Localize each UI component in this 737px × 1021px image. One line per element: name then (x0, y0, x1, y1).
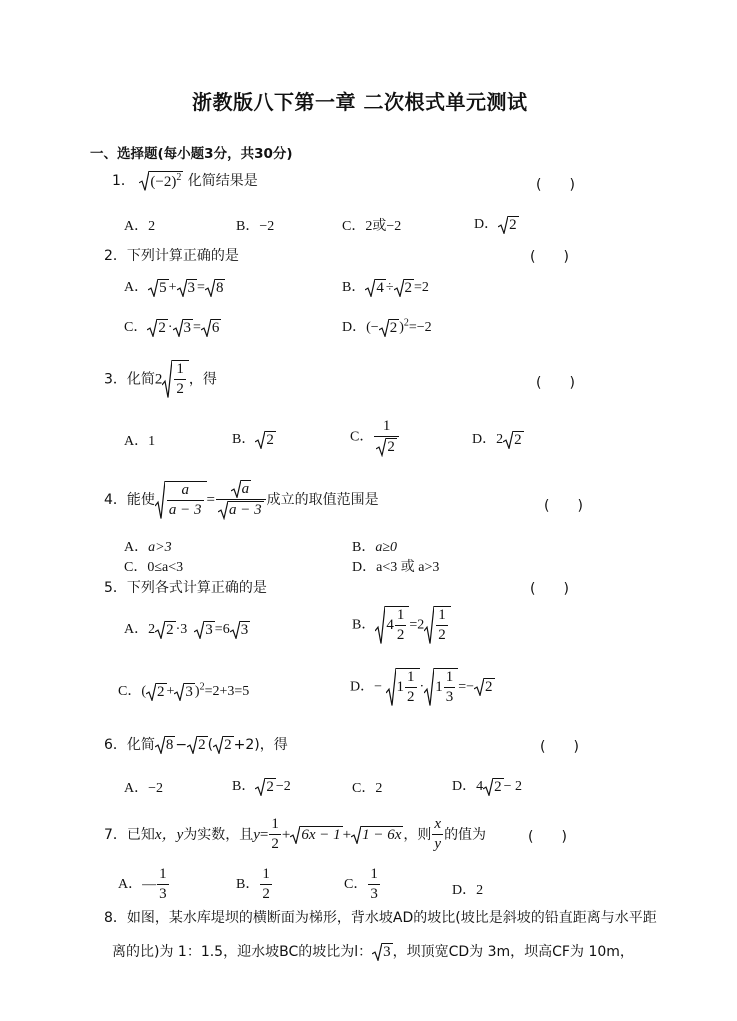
question-text: 4．能使 (104, 491, 155, 508)
option-label: C． (350, 429, 374, 445)
option-d (352, 556, 439, 576)
operator: + (166, 684, 175, 699)
coefficient: 2 (148, 622, 156, 637)
question-1 (112, 170, 258, 191)
operator: = (259, 826, 269, 843)
exponent: 2 (176, 171, 182, 183)
coefficient: 2 (154, 371, 163, 388)
option-c (124, 556, 183, 576)
option-c (118, 680, 249, 701)
option-label: B． (352, 617, 376, 633)
radicand: 2 (389, 319, 398, 336)
option-c (124, 316, 221, 337)
question-7 (104, 816, 486, 854)
answer-paren[interactable]: ( ) (536, 375, 575, 391)
radicand: 2 (494, 778, 502, 795)
option-label: D． (342, 320, 367, 335)
answer-paren[interactable]: ( ) (528, 829, 567, 845)
radicand: 3 (240, 621, 249, 638)
operator: − (175, 737, 188, 753)
radical (218, 501, 264, 519)
radical (503, 431, 524, 449)
question-2: 2．下列计算正确的是 (104, 248, 239, 264)
radical (379, 319, 400, 337)
operator: −2 (275, 779, 291, 794)
coefficient: 2 (496, 432, 504, 447)
operator: + (342, 826, 352, 843)
radical (213, 736, 234, 754)
radical (162, 360, 189, 399)
option-value: a<3 或 a>3 (376, 560, 440, 575)
radical (474, 678, 495, 696)
option-a (124, 618, 250, 639)
operator: =2 (409, 617, 425, 633)
radical (351, 826, 403, 844)
operator: − 2 (503, 779, 523, 794)
radicand: 2 (158, 319, 166, 336)
section-heading: 一、选择题(每小题3分，共30分) (90, 146, 293, 162)
radical (194, 621, 215, 639)
radicand: 5 (159, 279, 167, 296)
page-title: 浙教版八下第一章 二次根式单元测试 (192, 90, 528, 114)
option-c (350, 418, 400, 457)
option-label: D． (472, 432, 497, 447)
numerator: 1 (271, 816, 279, 832)
option-d (472, 428, 524, 449)
question-text: ，则 (403, 826, 432, 843)
question-text: ，坝顶宽CD为 3m，坝高CF为 10m， (392, 944, 634, 960)
operator: ) (194, 684, 200, 699)
radicand: 2 (509, 216, 517, 233)
operator: + (281, 826, 291, 843)
question-8-line-2 (112, 938, 634, 966)
radical (155, 621, 176, 639)
radical (424, 606, 451, 645)
radicand: 2 (157, 683, 165, 700)
numerator: 1 (382, 418, 391, 434)
variable: y (253, 826, 260, 843)
question-text: 离的比)为 1：1.5，迎水坡BC的坡比为l： (112, 944, 373, 960)
operator: = (197, 280, 205, 295)
numerator: 1 (262, 866, 270, 882)
result: =2 (414, 280, 429, 295)
question-text: ，得 (188, 371, 217, 388)
operator: — (142, 876, 157, 892)
operator: = (206, 491, 216, 508)
numerator: 1 (176, 361, 184, 377)
denominator: y (434, 836, 442, 853)
radical (424, 668, 458, 707)
option-label: B． (236, 876, 260, 892)
answer-paren[interactable]: ( ) (530, 249, 569, 265)
operator: =− (458, 679, 474, 695)
radical (372, 943, 393, 961)
answer-paren[interactable]: ( ) (536, 177, 575, 193)
radicand: (−2) (150, 173, 177, 190)
radicand: a − 3 (229, 502, 262, 519)
radicand: 4 (376, 279, 384, 296)
option-a: A．2 (124, 219, 156, 234)
option-value: 0≤a<3 (147, 560, 184, 575)
coefficient: 4 (476, 779, 484, 794)
numerator: a (181, 481, 189, 498)
radical (255, 431, 276, 449)
radicand: 3 (183, 319, 192, 336)
denominator: 3 (445, 689, 454, 706)
option-label: B． (342, 280, 366, 295)
option-b (232, 428, 276, 449)
radicand: 1 − 6x (362, 826, 402, 843)
radicand: 3 (187, 279, 196, 296)
question-text: 3．化简 (104, 371, 155, 388)
option-c: C．2或−2 (342, 219, 402, 234)
radical (205, 279, 226, 297)
option-label: D． (452, 779, 477, 794)
radical (155, 736, 176, 754)
radicand: 2 (387, 439, 395, 456)
option-a (124, 536, 172, 556)
denominator: 2 (396, 627, 405, 644)
radicand: 2 (166, 621, 174, 638)
option-label: C． (118, 684, 142, 699)
option-label: C． (124, 560, 148, 575)
question-4 (104, 480, 379, 520)
question-text: 化简结果是 (187, 173, 258, 189)
radicand: 2 (404, 279, 413, 296)
radicand: 2 (266, 778, 274, 795)
question-3 (104, 360, 217, 399)
numerator: 1 (396, 607, 405, 623)
numerator: 1 (438, 607, 446, 623)
radicand: 3 (205, 621, 213, 638)
radicand: 8 (165, 736, 174, 753)
radical (386, 668, 420, 707)
option-c: C．2 (352, 781, 383, 796)
denominator: 2 (407, 689, 415, 706)
answer-paren[interactable]: ( ) (540, 739, 579, 755)
numerator: x (434, 816, 442, 832)
operator: = (193, 320, 201, 335)
radical (146, 683, 167, 701)
operator: =6 (214, 622, 230, 637)
operator: ( (141, 684, 147, 699)
answer-paren[interactable]: ( ) (544, 498, 583, 514)
whole-part: 1 (435, 679, 443, 696)
radical (177, 279, 198, 297)
numerator: 1 (445, 669, 454, 685)
option-a (124, 276, 225, 297)
radicand: 2 (485, 679, 493, 696)
option-label: D． (474, 217, 499, 232)
option-b (352, 536, 397, 556)
option-a (118, 866, 170, 904)
option-label: A． (124, 622, 149, 637)
radical (290, 826, 342, 844)
radical (173, 319, 194, 337)
operator: (− (366, 320, 379, 335)
numerator: 1 (159, 866, 167, 882)
question-text: +2)，得 (233, 737, 288, 753)
option-value: a>3 (148, 540, 172, 555)
option-b (352, 606, 451, 645)
question-text: 6．化简 (104, 737, 155, 753)
radical (155, 481, 207, 520)
option-d (474, 213, 519, 234)
radical (231, 480, 252, 498)
whole-part: 4 (386, 617, 394, 634)
denominator: a − 3 (168, 501, 202, 518)
question-text: 的值为 (444, 826, 487, 843)
option-label: C． (124, 320, 148, 335)
radicand: 8 (215, 279, 224, 296)
denominator: 2 (262, 886, 270, 903)
question-8-line-1: 8．如图，某水库堤坝的横断面为梯形，背水坡AD的坡比(坡比是斜坡的铅直距离与水平距 (104, 910, 657, 926)
radical (375, 606, 409, 645)
denominator: 2 (176, 381, 184, 398)
operator: ( (207, 737, 214, 753)
radical (148, 279, 169, 297)
option-b (236, 866, 273, 904)
option-a: A．−2 (124, 781, 164, 796)
denominator: 2 (271, 836, 279, 853)
whole-part: 1 (396, 679, 405, 696)
operator: · (419, 679, 425, 695)
question-5: 5．下列各式计算正确的是 (104, 580, 267, 596)
radical (201, 319, 222, 337)
option-label: C． (344, 876, 368, 892)
option-label: B． (352, 540, 376, 555)
operator: + (168, 280, 177, 295)
option-d (342, 316, 432, 337)
answer-paren[interactable]: ( ) (530, 581, 569, 597)
radical (139, 171, 183, 191)
option-label: A． (124, 280, 149, 295)
option-a: A．1 (124, 434, 156, 449)
radicand: 6 (211, 319, 220, 336)
radical (147, 319, 168, 337)
denominator: 3 (370, 886, 378, 903)
option-value: a≥0 (375, 540, 398, 555)
radical (365, 279, 386, 297)
radical (376, 438, 397, 456)
option-d: D．2 (452, 883, 484, 898)
exponent: 2 (199, 681, 205, 693)
question-6 (104, 734, 288, 754)
operator: · (167, 320, 173, 335)
radical (230, 621, 251, 639)
question-text: 为实数，且 (183, 826, 254, 843)
denominator: 3 (159, 886, 167, 903)
question-number: 1． (112, 173, 135, 189)
option-c (344, 866, 381, 904)
radicand: 2 (266, 431, 274, 448)
option-b (232, 775, 291, 796)
result: =−2 (408, 320, 432, 335)
radical (187, 736, 208, 754)
exponent: 2 (403, 317, 409, 329)
radical (174, 683, 195, 701)
radical (483, 778, 504, 796)
question-text: 7．已知 (104, 826, 155, 843)
numerator: 1 (407, 669, 415, 685)
radicand: 3 (383, 943, 391, 960)
option-label: B． (232, 432, 256, 447)
radicand: 3 (185, 683, 193, 700)
option-b (342, 276, 429, 297)
option-d (350, 668, 495, 707)
radical (394, 279, 415, 297)
radicand: a (241, 481, 250, 497)
result: =2+3=5 (204, 684, 250, 699)
radicand: 2 (514, 431, 522, 448)
operator: ) (399, 320, 404, 335)
option-label: D． (350, 679, 375, 695)
denominator: 2 (438, 627, 446, 644)
operator: − (374, 679, 383, 695)
option-b: B．−2 (236, 219, 275, 234)
radical (498, 216, 519, 234)
option-label: A． (118, 876, 143, 892)
variables: x，y (154, 826, 184, 843)
option-label: D． (352, 560, 377, 575)
radicand: 2 (224, 736, 232, 753)
option-d (452, 775, 522, 796)
radical (255, 778, 276, 796)
radicand: 2 (198, 736, 206, 753)
question-text: 成立的取值范围是 (266, 491, 379, 508)
operator: ·3 (175, 622, 188, 637)
operator: ÷ (385, 280, 394, 295)
numerator: 1 (370, 866, 378, 882)
option-label: A． (124, 540, 149, 555)
option-label: B． (232, 779, 256, 794)
radicand: 6x − 1 (301, 826, 341, 843)
